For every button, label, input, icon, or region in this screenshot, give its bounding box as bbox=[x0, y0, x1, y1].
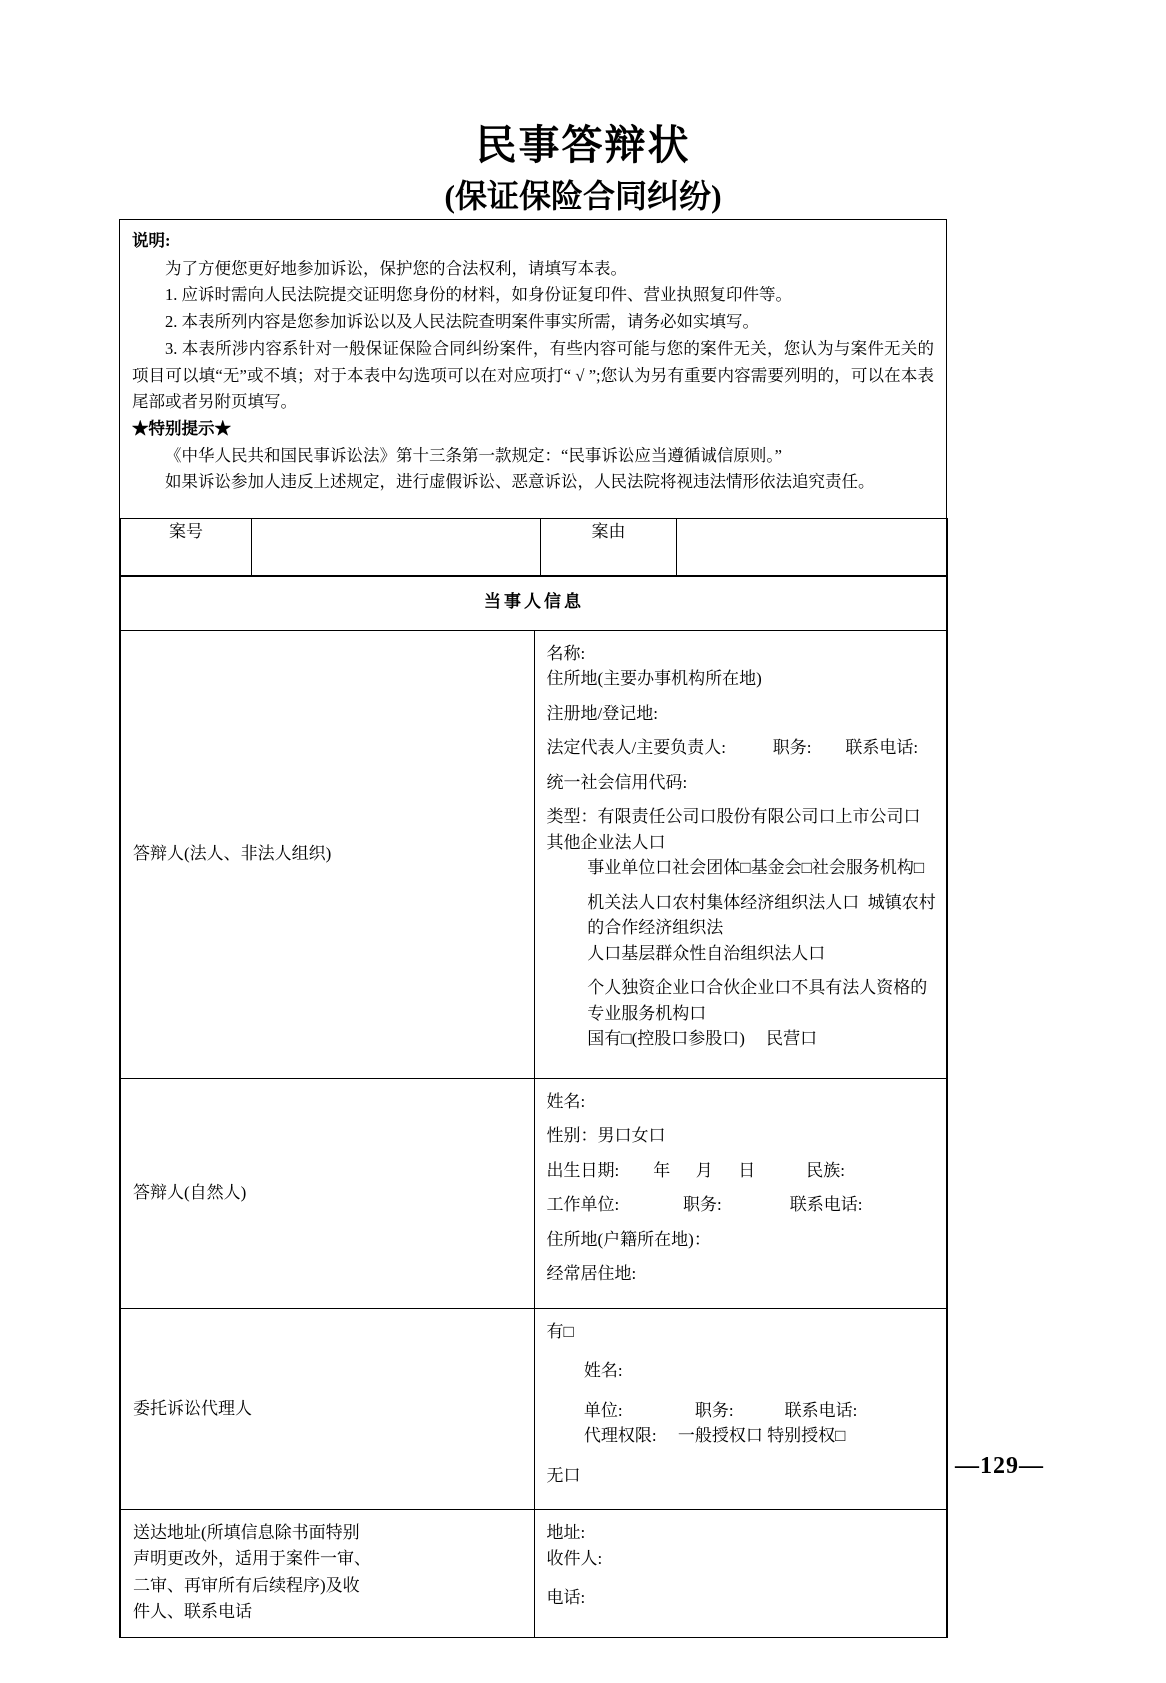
service-address-recipient-field[interactable]: 收件人: bbox=[546, 1548, 603, 1568]
spacer bbox=[547, 1183, 938, 1192]
spacer bbox=[547, 966, 938, 975]
page-number: —129— bbox=[955, 1453, 1044, 1479]
form-frame bbox=[119, 219, 947, 1638]
spacer bbox=[547, 1384, 938, 1398]
person-work-field[interactable]: 工作单位: 职务: 联系电话: bbox=[546, 1195, 863, 1215]
spacer bbox=[547, 1611, 938, 1625]
entity-credit-code-field[interactable]: 统一社会信用代码: bbox=[546, 772, 688, 792]
spacer bbox=[547, 1449, 938, 1463]
service-address-label-line-3: 件人、联系电话 bbox=[133, 1602, 252, 1622]
spacer bbox=[547, 1114, 938, 1123]
respondent-entity-fields bbox=[534, 630, 948, 1078]
spacer bbox=[547, 1344, 938, 1358]
entity-name-field[interactable]: 名称: bbox=[546, 643, 586, 663]
spacer bbox=[547, 795, 938, 804]
person-birth-field[interactable]: 出生日期: 年 月 日 民族: bbox=[546, 1160, 845, 1180]
case-info-table bbox=[120, 518, 948, 576]
agent-name-field[interactable]: 姓名: bbox=[583, 1361, 623, 1381]
case-number-label: 案号 bbox=[121, 519, 252, 576]
service-address-label-line-0: 送达地址(所填信息除书面特别 bbox=[133, 1523, 360, 1543]
agent-fields bbox=[534, 1308, 948, 1510]
instruction-line-2: 2. 本表所列内容是您参加诉讼以及人民法院查明案件事实所需，请务必如实填写。 bbox=[165, 312, 759, 332]
cause-value[interactable] bbox=[677, 519, 948, 576]
agent-none-checkbox[interactable]: 无口 bbox=[546, 1465, 581, 1485]
spacer bbox=[547, 1287, 938, 1296]
service-address-fields bbox=[534, 1510, 948, 1638]
service-address-label-line-2: 二审、再审所有后续程序)及收 bbox=[133, 1575, 360, 1595]
person-name-field[interactable]: 姓名: bbox=[546, 1091, 586, 1111]
party-info-table bbox=[120, 576, 948, 1637]
spacer bbox=[547, 1149, 938, 1158]
spacer bbox=[547, 1218, 938, 1227]
party-section-heading: 当事人信息 bbox=[121, 577, 948, 630]
spacer bbox=[547, 761, 938, 770]
entity-type-line-4[interactable]: 人口基层群众性自治组织法人口 bbox=[587, 943, 826, 963]
special-tip-line-1: 如果诉讼参加人违反上述规定，进行虚假诉讼、恶意诉讼，人民法院将视违法情形依法追究责任。 bbox=[165, 472, 875, 492]
service-address-phone-field[interactable]: 电话: bbox=[546, 1588, 586, 1608]
spacer bbox=[547, 1252, 938, 1261]
table-row bbox=[121, 577, 948, 630]
table-row bbox=[121, 630, 948, 1078]
entity-domicile-field[interactable]: 住所地(主要办事机构所在地) bbox=[546, 669, 762, 689]
table-row bbox=[121, 1078, 948, 1308]
instruction-line-3: 3. 本表所涉内容系针对一般保证保险合同纠纷案件，有些内容可能与您的案件无关，您认为与案件无关的项目可以填“无”或不填；对于本表中勾选项可以在对应项打“ √ ”;您认为另有重要内容需要列明的，可以在本表尾部或者另附页填写。 bbox=[132, 338, 934, 412]
agent-authority-field[interactable]: 代理权限: 一般授权口 特别授权□ bbox=[583, 1426, 846, 1446]
entity-legal-rep-field[interactable]: 法定代表人/主要负责人: 职务: 联系电话: bbox=[546, 738, 919, 758]
special-tip-heading: ★特别提示★ bbox=[132, 419, 231, 439]
agent-label: 委托诉讼代理人 bbox=[121, 1308, 535, 1510]
agent-unit-field[interactable]: 单位: 职务: 联系电话: bbox=[583, 1400, 858, 1420]
entity-type-line-6[interactable]: 国有□(控股口参股口) 民营口 bbox=[587, 1029, 818, 1049]
special-tip-line-0: 《中华人民共和国民事诉讼法》第十三条第一款规定：“民事诉讼应当遵循诚信原则。” bbox=[165, 445, 782, 465]
entity-type-line-1[interactable]: 类型：有限责任公司口股份有限公司口上市公司口其他企业法人口 bbox=[546, 807, 921, 852]
entity-registration-field[interactable]: 注册地/登记地: bbox=[546, 703, 658, 723]
respondent-person-fields bbox=[534, 1078, 948, 1308]
table-row bbox=[121, 1510, 948, 1638]
case-number-value[interactable] bbox=[252, 519, 541, 576]
service-address-address-field[interactable]: 地址: bbox=[546, 1523, 586, 1543]
spacer bbox=[547, 1571, 938, 1585]
page-subtitle: (保证保险合同纠纷) bbox=[444, 178, 722, 215]
spacer bbox=[547, 881, 938, 890]
entity-type-line-5[interactable]: 个人独资企业口合伙企业口不具有法人资格的专业服务机构口 bbox=[587, 978, 928, 1023]
agent-has-checkbox[interactable]: 有□ bbox=[546, 1321, 574, 1341]
instructions-heading: 说明: bbox=[132, 231, 171, 250]
entity-type-line-3[interactable]: 机关法人口农村集体经济组织法人口 城镇农村的合作经济组织法 bbox=[587, 892, 936, 938]
instruction-line-0: 为了方便您更好地参加诉讼，保护您的合法权利，请填写本表。 bbox=[165, 258, 627, 278]
person-gender-field[interactable]: 性别：男口女口 bbox=[546, 1126, 666, 1146]
instructions-block bbox=[120, 220, 946, 518]
person-residence-field[interactable]: 经常居住地: bbox=[546, 1264, 637, 1284]
respondent-person-label: 答辩人(自然人) bbox=[121, 1078, 535, 1308]
spacer bbox=[547, 692, 938, 701]
entity-type-line-2[interactable]: 事业单位口社会团体□基金会□社会服务机构□ bbox=[587, 858, 925, 878]
person-domicile-field[interactable]: 住所地(户籍所在地)： bbox=[546, 1229, 711, 1249]
table-row bbox=[121, 519, 948, 576]
cause-label: 案由 bbox=[541, 519, 677, 576]
service-address-label bbox=[121, 1510, 535, 1638]
respondent-entity-label: 答辩人(法人、非法人组织) bbox=[121, 630, 535, 1078]
instruction-line-1: 1. 应诉时需向人民法院提交证明您身份的材料，如身份证复印件、营业执照复印件等。 bbox=[165, 285, 792, 305]
service-address-label-line-1: 声明更改外，适用于案件一审、 bbox=[133, 1549, 371, 1569]
spacer bbox=[547, 1488, 938, 1497]
spacer bbox=[547, 726, 938, 735]
table-row bbox=[121, 1308, 948, 1510]
spacer bbox=[547, 1052, 938, 1066]
page-title: 民事答辩状 bbox=[475, 122, 691, 168]
